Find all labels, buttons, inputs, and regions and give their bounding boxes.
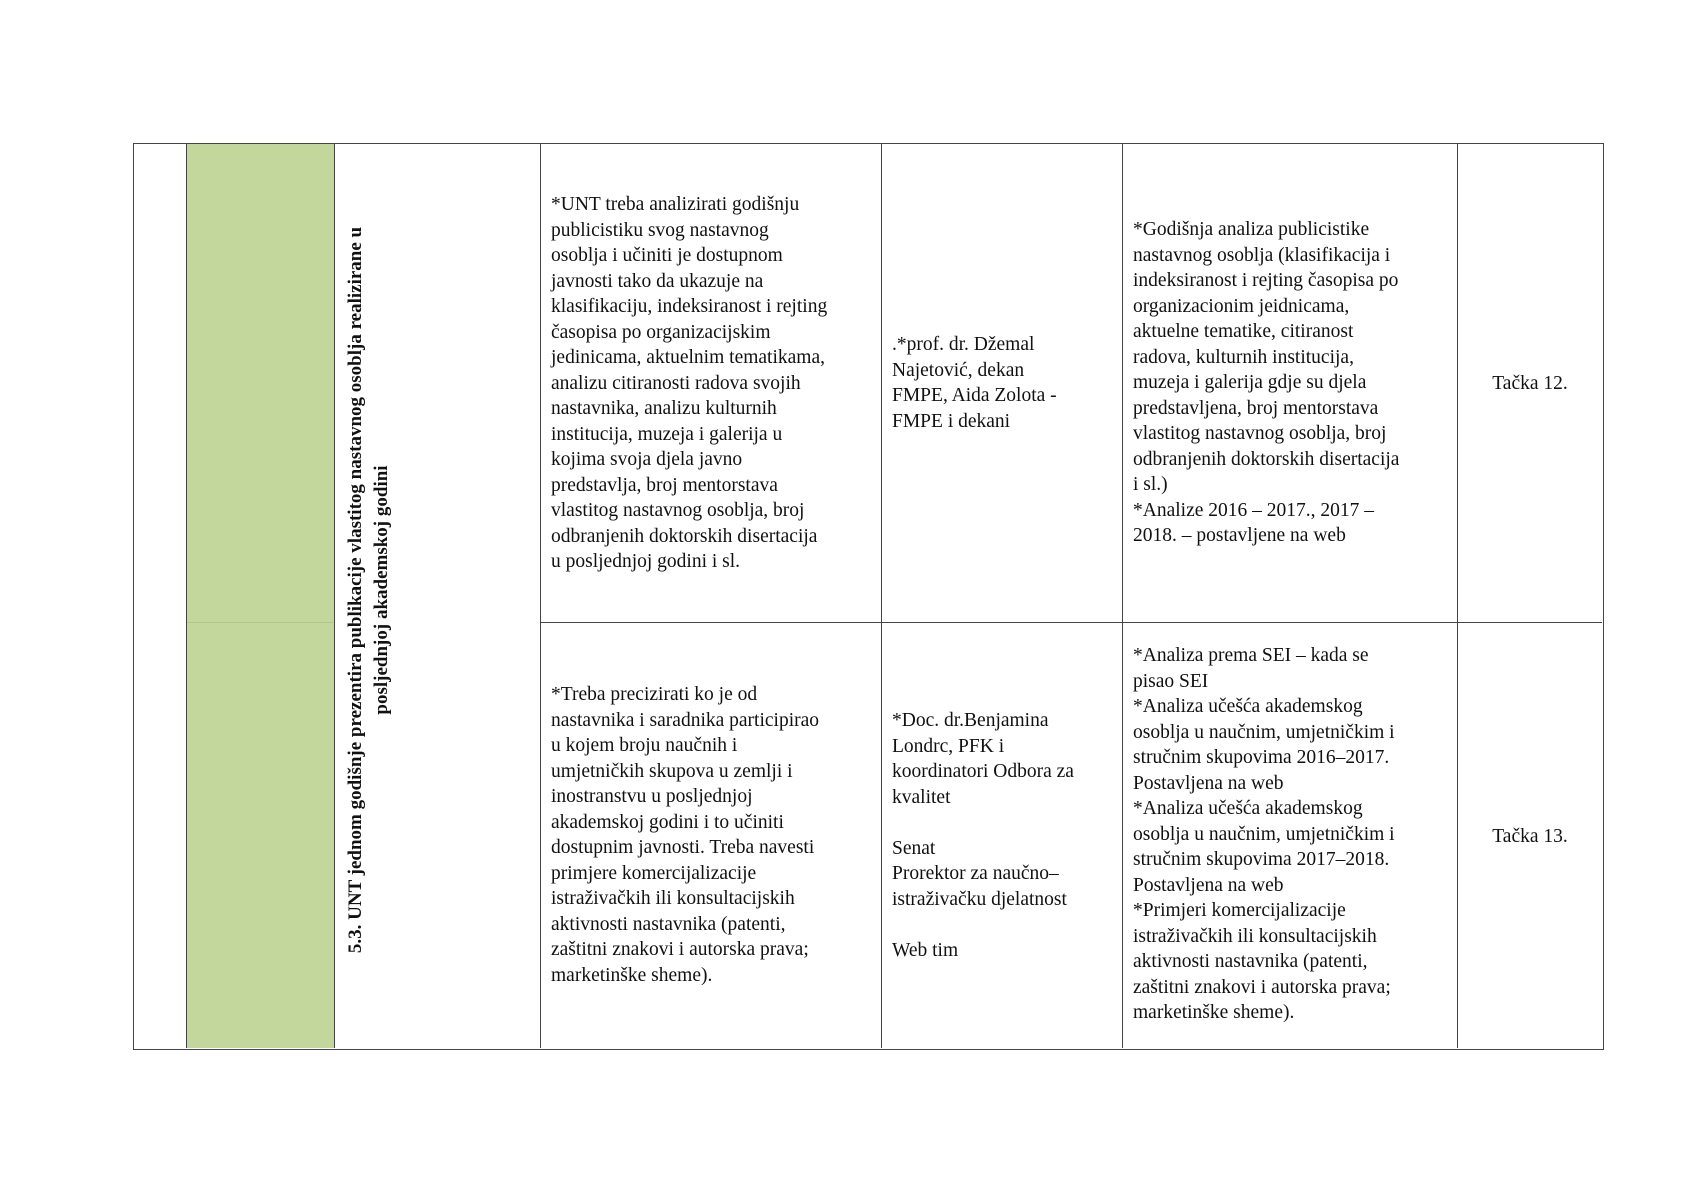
grid-line-v3 xyxy=(540,143,541,1048)
row2-realization: *Analiza prema SEI – kada se pisao SEI *Analiza učešća akademskog osoblja u naučnim, umjetničkim i stručnim skupovima 2016–2017. Postavljena na web *Analiza učešća akademskog osoblja u naučnim, umjetničkim i stručnim skupovima 2017–2018. Postavljena na web *Primjeri komercijalizacije istraživačkih ili konsultacijskih aktivnosti nastavnika (patenti, zaštitni znakovi i autorska prava; marketinške sheme). xyxy=(1133,645,1395,1023)
grid-line-v4 xyxy=(881,143,882,1048)
section-title-cell xyxy=(335,144,540,1048)
row2-responsible: *Doc. dr.Benjamina Londrc, PFK i koordinatori Odbora za kvalitet Senat Prorektor za naučno– istraživačku djelatnost Web tim xyxy=(892,710,1074,961)
row1-responsible: .*prof. dr. Džemal Najetović, dekan FMPE, Aida Zolota - FMPE i dekani xyxy=(892,334,1057,432)
row2-reference: Tačka 13. xyxy=(1492,826,1568,847)
row1-realization: *Godišnja analiza publicistike nastavnog osoblja (klasifikacija i indeksiranost i rejting časopisa po organizacionim jeidnicama, aktuelne tematike, citiranost radova, kulturnih institucija, muzeja i galerija gdje su djela predstavljena, broj mentorstava vlastitog nastavnog osoblja, broj odbranjenih doktorskih disertacija i sl.) *Analize 2016 – 2017., 2017 – 2018. – postavljene na web xyxy=(1133,219,1400,546)
row-divider xyxy=(540,622,1602,623)
green-divider xyxy=(187,622,334,623)
row1-recommendation: *UNT treba analizirati godišnju publicistiku svog nastavnog osoblja i učiniti je dostupnom javnosti tako da ukazuje na klasifikaciju, indeksiranost i rejting časopisa po organizacijskim jedinicama, aktuelnim tematikama, analizu citiranosti radova svojih nastavnika, analizu kulturnih institucija, muzeja i galerija u kojima svoja djela javno predstavlja, broj mentorstava vlastitog nastavnog osoblja, broj odbranjenih doktorskih disertacija u posljednjoj godini i sl. xyxy=(551,194,828,572)
grid-line-v5 xyxy=(1122,143,1123,1048)
section-title: 5.3. UNT jednom godišnje prezentira publikacije vlastitog nastavnog osoblja realizirane u posljednjoj akademskoj godini xyxy=(345,226,392,954)
grid-line-v6 xyxy=(1457,143,1458,1048)
green-column-bottom xyxy=(187,623,334,1048)
row1-reference: Tačka 12. xyxy=(1492,373,1568,394)
green-column-top xyxy=(187,144,334,622)
row2-recommendation: *Treba precizirati ko je od nastavnika i saradnika participirao u kojem broju naučnih i umjetničkih skupova u zemlji i inostranstvu u posljednjoj akademskoj godini i to učiniti dostupnim javnosti. Treba navesti primjere komercijalizacije istraživačkih ili konsultacijskih aktivnosti nastavnika (patenti, zaštitni znakovi i autorska prava; marketinške sheme). xyxy=(551,684,820,986)
grid-line-v1 xyxy=(186,143,187,1048)
